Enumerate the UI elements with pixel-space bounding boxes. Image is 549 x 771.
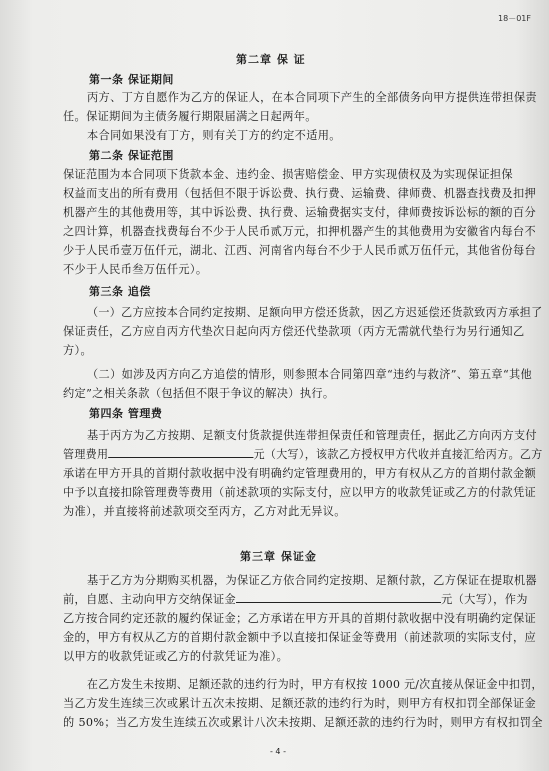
chapter-3-line: 金的，甲方有权从乙方的首期付款金额中予以直接扣保证金等费用（前述款项的实际支付，应 [63,631,537,644]
article-4-line: 为准），并直接将前述款项交至丙方，乙方对此无异议。 [63,505,346,518]
article-4-line: 中予以直接扣除管理费等费用（前述款项的实际支付，应以甲方的收款凭证或乙方的付款凭证 [63,486,537,499]
chapter-3-line: 的 50%；当乙方发生连续五次或累计八次未按期、足额还款的违约行为时，则甲方有权扣罚全 [63,716,543,729]
article-3-line: （二）如涉及丙方向乙方追偿的情形，则参照本合同第四章“违约与救济”、第五章“其他 [87,368,533,381]
chapter-3-line: 基于乙方为分期购买机器，为保证乙方依合同约定按期、足额付款，乙方保证在提取机器 [87,574,537,587]
article-1-title: 第一条 保证期间 [89,73,174,86]
article-3-line: 保证责任，乙方应自丙方代垫次日起向丙方偿还代垫款项（丙方无需就代垫行为另行通知乙 [63,325,525,338]
deposit-line [63,591,528,607]
chapter-3-line: 乙方按合同约定还款的履约保证金；乙方承诺在甲方开具的首期付款收据中没有明确约定保证 [63,612,537,625]
document-code: 18－01F [498,14,531,23]
article-3-line: 约定”之相关条款（包括但不限于争议的解决）执行。 [63,387,335,400]
article-4-title: 第四条 管理费 [89,407,163,420]
article-1-line: 本合同如果没有丁方，则有关丁方的约定不适用。 [87,129,341,142]
chapter-3-line: 当乙方发生连续三次或累计五次未按期、足额还款的违约行为时，则甲方有权扣罚全部保证金 [63,697,537,710]
deposit-prefix: 前，自愿、主动向甲方交纳保证金 [63,593,237,606]
article-3-title: 第三条 追偿 [89,285,151,298]
page-number: - 4 - [270,747,286,756]
article-2-line: 保证范围为本合同项下货款本金、违约金、损害赔偿金、甲方实现债权及为实现保证担保 [63,168,513,181]
deposit-suffix: 元（大写），作为 [441,593,528,606]
article-2-line: 不少于人民币叁万伍仟元）。 [63,263,208,276]
article-3-line: 方）。 [63,344,93,357]
article-3-line: （一）乙方应按本合同约定按期、足额向甲方偿还货款，因乙方迟延偿还货款致丙方承担了 [87,306,543,319]
management-fee-line [63,446,543,462]
chapter-3-title: 第三章 保证金 [240,550,317,563]
article-4-line: 承诺在甲方开具的首期付款收据中没有明确约定管理费用的，甲方有权从乙方的首期付款金额 [63,467,537,480]
article-2-line: 权益而支出的所有费用（包括但不限于诉讼费、执行费、运输费、律师费、机器查找费及扣押 [63,187,537,200]
deposit-amount-blank[interactable] [236,593,441,603]
article-2-line: 之四计算，机器查找费每台不少于人民币贰万元，扣押机器产生的其他费用为安徽省内每台不 [63,225,537,238]
fee-suffix: 元（大写），该款乙方授权甲方代收并直接汇给丙方。乙方 [253,448,543,461]
article-4-line: 基于丙方为乙方按期、足额支付货款提供连带担保责任和管理责任，据此乙方向丙方支付 [87,429,537,442]
article-2-title: 第二条 保证范围 [89,149,174,162]
chapter-2-title: 第二章 保 证 [236,53,306,66]
fee-amount-blank[interactable] [108,448,253,458]
article-1-line: 任。保证期间为主债务履行期限届满之日起两年。 [63,110,317,123]
fee-prefix: 管理费用 [63,448,109,461]
article-2-line: 少于人民币壹万伍仟元，湖北、江西、河南省内每台不少于人民币贰万伍仟元，其他省份每台 [63,244,537,257]
article-1-line: 丙方、丁方自愿作为乙方的保证人，在本合同项下产生的全部债务向甲方提供连带担保责 [87,91,537,104]
chapter-3-line: 在乙方发生未按期、足额还款的违约行为时，甲方有权按 1000 元/次直接从保证金中扣罚， [87,678,543,691]
article-2-line: 机器产生的其他费用等，其中诉讼费、执行费、运输费据实支付，律师费按诉讼标的额的百分 [63,206,537,219]
chapter-3-line: 以甲方的收款凭证或乙方的付款凭证为准）。 [63,650,289,663]
